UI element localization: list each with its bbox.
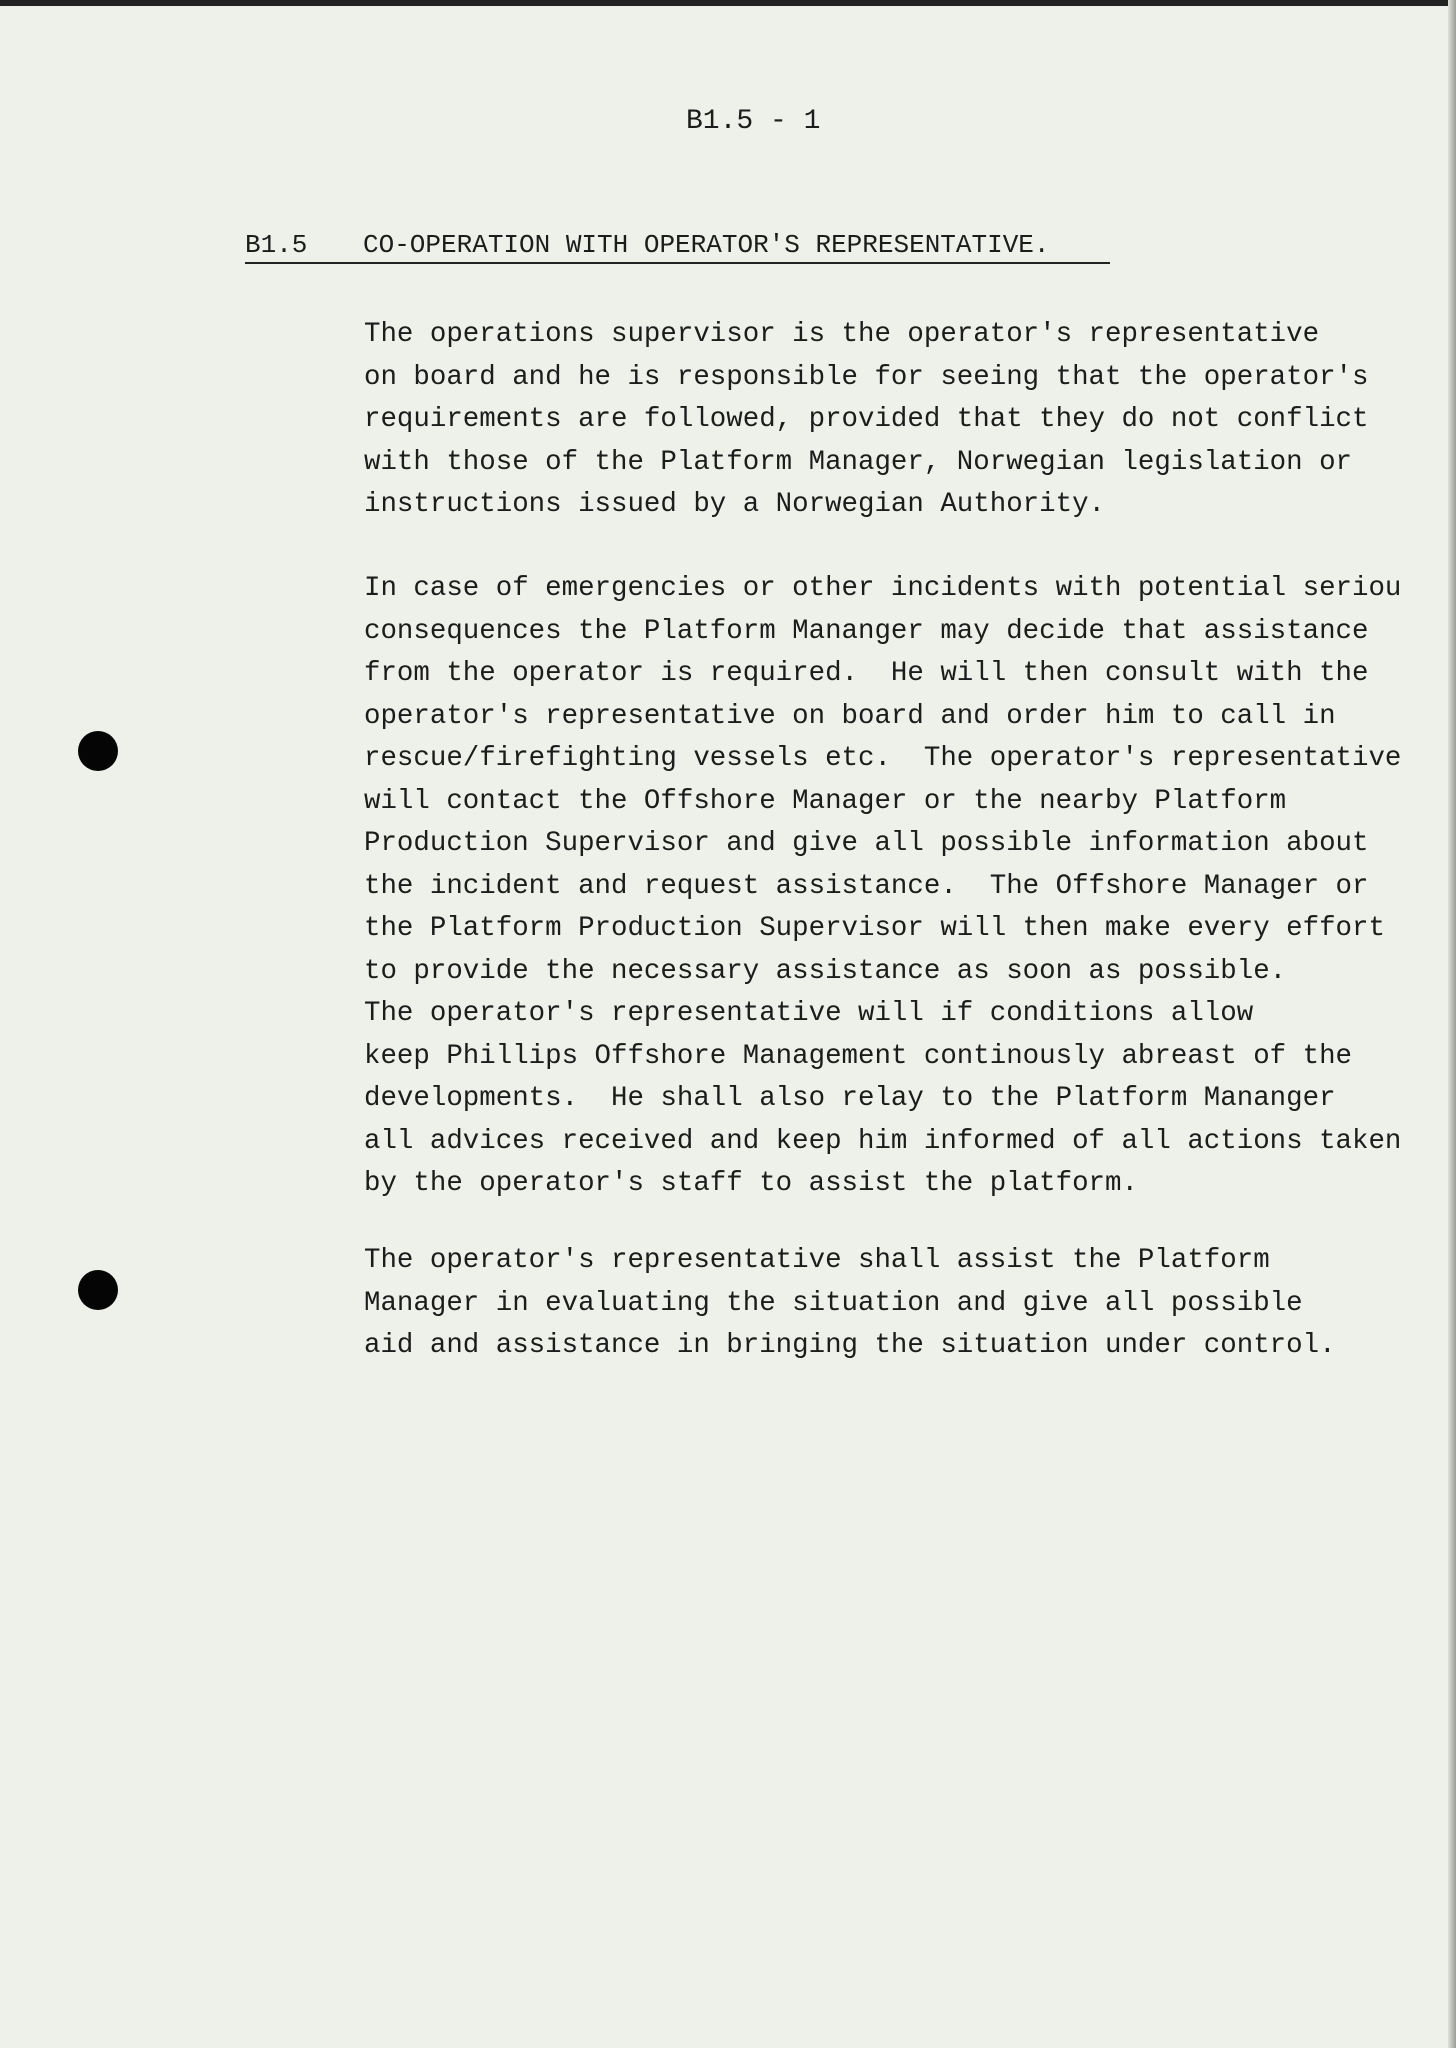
text-line: The operator's representative shall assist the Platform (364, 1245, 1270, 1276)
text-line: rescue/firefighting vessels etc. The operator's representative (364, 743, 1402, 774)
paragraph-2 (364, 568, 1423, 1206)
scan-right-edge (1448, 0, 1456, 2048)
text-line: the Platform Production Supervisor will then make every effort (364, 913, 1385, 944)
text-line: by the operator's staff to assist the platform. (364, 1168, 1138, 1199)
section-number: B1.5 (245, 230, 308, 260)
text-line: The operations supervisor is the operator's representative (364, 319, 1320, 350)
text-line: will contact the Offshore Manager or the nearby Platform (364, 785, 1287, 817)
text-line: on board and he is responsible for seeing that the operator's (364, 361, 1369, 393)
text-line: requirements are followed, provided that they do not conflict (364, 404, 1369, 435)
text-line: with those of the Platform Manager, Norwegian legislation or (364, 446, 1353, 478)
text-line: instructions issued by a Norwegian Authority. (364, 489, 1106, 520)
page-number: B1.5 - 1 (686, 106, 821, 137)
text-line: from the operator is required. He will then consult with the (364, 658, 1369, 689)
scan-top-edge (0, 0, 1456, 6)
text-line: Production Supervisor and give all possible information about (364, 828, 1369, 859)
text-line: The operator's representative will if conditions allow (364, 998, 1254, 1029)
punch-hole (78, 731, 118, 771)
text-line: all advices received and keep him informed of all actions taken (364, 1125, 1402, 1157)
text-line: the incident and request assistance. The Offshore Manager or (364, 870, 1369, 902)
text-line: aid and assistance in bringing the situation under control. (364, 1330, 1336, 1361)
text-line: In case of emergencies or other incidents with potential seriou (364, 573, 1402, 604)
text-line: Manager in evaluating the situation and give all possible (364, 1287, 1303, 1319)
text-line: consequences the Platform Mananger may decide that assistance (364, 615, 1369, 647)
text-line: to provide the necessary assistance as soon as possible. (364, 955, 1287, 987)
section-heading (245, 230, 1110, 264)
punch-hole (78, 1270, 118, 1310)
paragraph-1 (364, 314, 1389, 527)
text-line: keep Phillips Offshore Management continously abreast of the (364, 1040, 1353, 1072)
text-line: operator's representative on board and order him to call in (364, 700, 1336, 732)
text-line: developments. He shall also relay to the Platform Mananger (364, 1083, 1336, 1114)
paragraph-3 (364, 1240, 1355, 1368)
section-title: CO-OPERATION WITH OPERATOR'S REPRESENTATIVE. (363, 230, 1050, 260)
